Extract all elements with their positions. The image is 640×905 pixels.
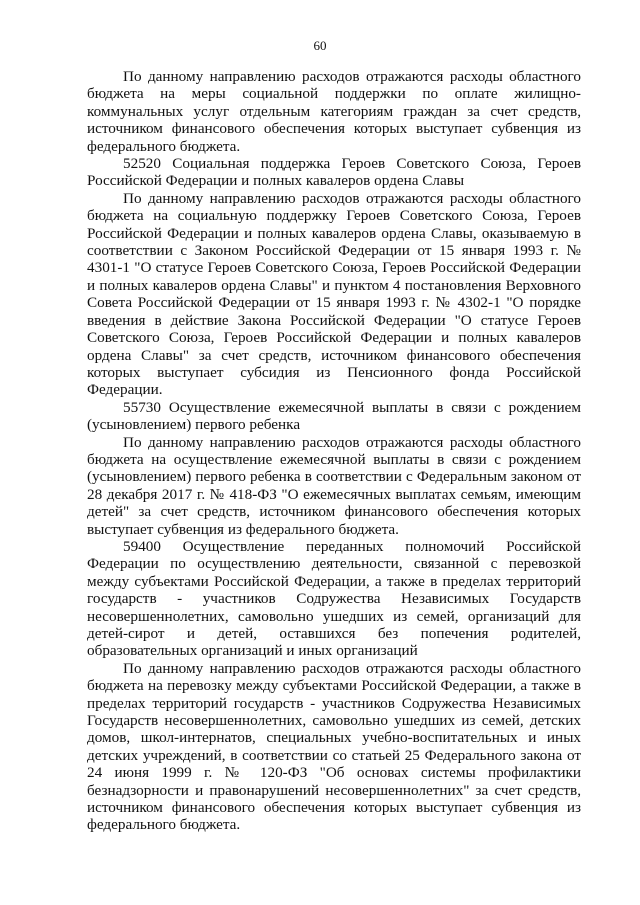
document-body bbox=[87, 68, 581, 834]
paragraph-first-child-payment: По данному направлению расходов отражаются расходы областного бюджета на осуществление ежемесячной выплаты в связи с рождением (усыновлением) первого ребенка в соответствии с Федеральным законом от 28 декабря 2017 г. № 418-ФЗ "О ежемесячных выплатах семьям, имеющим детей" за счет средств, источником финансового обеспечения которых выступает субвенция из федерального бюджета. bbox=[87, 433, 581, 538]
paragraph-housing-services-support: По данному направлению расходов отражаются расходы областного бюджета на меры социальной поддержки по оплате жилищно-коммунальных услуг отдельным категориям граждан за счет средств, источником финансового обеспечения которых выступает субвенция из федерального бюджета. bbox=[87, 68, 581, 155]
heading-55730-first-child-payment: 55730 Осуществление ежемесячной выплаты в связи с рождением (усыновлением) первого ребенка bbox=[87, 398, 581, 434]
heading-52520-heroes-support: 52520 Социальная поддержка Героев Советского Союза, Героев Российской Федерации и полных кавалеров ордена Славы bbox=[87, 155, 581, 190]
paragraph-minors-transport: По данному направлению расходов отражаются расходы областного бюджета на перевозку между субъектами Российской Федерации, а также в пределах территорий государств - участников Содружества Независимых Государств несовершеннолетних, самовольно ушедших из семей, детских домов, школ-интернатов, специальных учебно-воспитательных и иных детских учреждений, в соответствии со статьей 25 Федерального закона от 24 июня 1999 г. № 120-ФЗ "Об основах системы профилактики безнадзорности и правонарушений несовершеннолетних" за счет средств, источником финансового обеспечения которых выступает субвенция из федерального бюджета. bbox=[87, 659, 581, 834]
page-number: 60 bbox=[313, 38, 327, 53]
heading-59400-minors-transport: 59400 Осуществление переданных полномочий Российской Федерации по осуществлению деятельности, связанной с перевозкой между субъектами Российской Федерации, а также в пределах территорий государств - участников Содружества Независимых Государств несовершеннолетних, самовольно ушедших из семей, организаций для детей-сирот и детей, оставшихся без попечения родителей, образовательных организаций и иных организаций bbox=[87, 537, 581, 660]
paragraph-heroes-support: По данному направлению расходов отражаются расходы областного бюджета на социальную поддержку Героев Советского Союза, Героев Российской Федерации и полных кавалеров ордена Славы, оказываемую в соответствии с Законом Российской Федерации от 15 января 1993 г. № 4301-1 "О статусе Героев Советского Союза, Героев Российской Федерации и полных кавалеров ордена Славы" и пунктом 4 постановления Верховного Совета Российской Федерации от 15 января 1993 г. № 4302-1 "О порядке введения в действие Закона Российской Федерации "О статусе Героев Советского Союза, Героев Российской Федерации и полных кавалеров ордена Славы" за счет средств, источником финансового обеспечения которых выступает субсидия из Пенсионного фонда Российской Федерации. bbox=[87, 189, 581, 399]
